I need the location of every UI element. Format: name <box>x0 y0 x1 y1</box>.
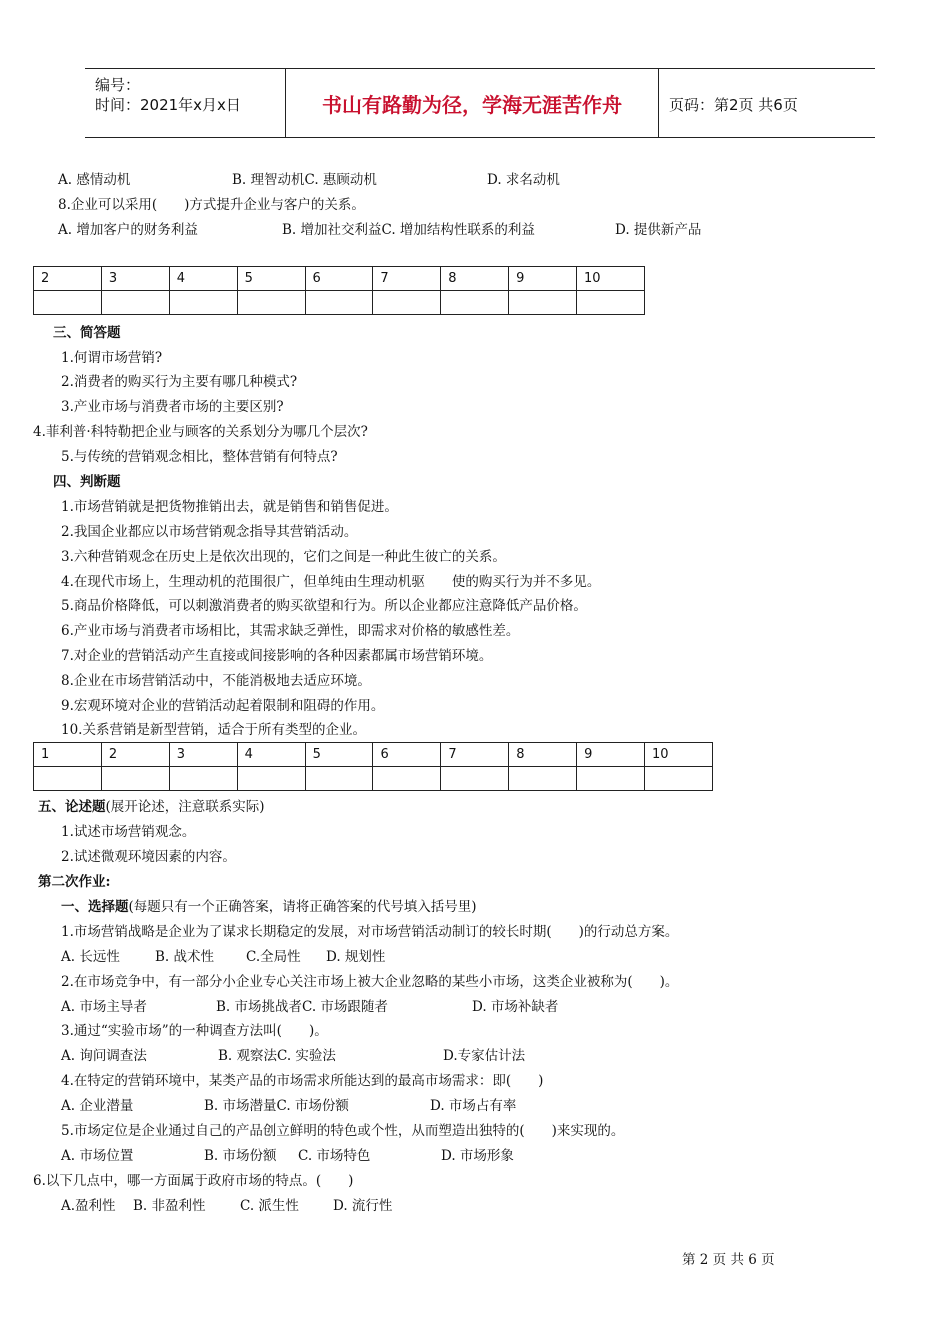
answer-grid-header-row <box>34 267 645 291</box>
answer-grid-cell <box>577 767 645 791</box>
answer-grid-cell <box>101 767 169 791</box>
question-text: 5.与传统的营销观念相比，整体营销有何特点? <box>61 449 338 465</box>
page-header <box>85 68 875 138</box>
answer-grid-number: 9 <box>577 743 645 767</box>
option-text: D. 求名动机 <box>487 172 560 188</box>
question-text: 2.消费者的购买行为主要有哪几种模式? <box>61 374 298 390</box>
question-text: 8.企业可以采用( )方式提升企业与客户的关系。 <box>58 197 365 213</box>
answer-grid-cell <box>441 291 509 315</box>
section-heading: 五、论述题 <box>38 799 106 815</box>
answer-grid-number: 6 <box>305 267 373 291</box>
answer-grid-blank-row <box>34 767 713 791</box>
option-text: D. 市场占有率 <box>430 1098 517 1114</box>
section-heading: 四、判断题 <box>53 474 121 490</box>
option-text: A. 感情动机 <box>58 172 131 188</box>
answer-grid-number: 5 <box>305 743 373 767</box>
answer-grid-number: 5 <box>237 267 305 291</box>
answer-grid-cell <box>441 767 509 791</box>
option-text: C.全局性 <box>246 949 301 965</box>
answer-grid-cell <box>509 767 577 791</box>
option-text: A. 市场主导者 <box>61 999 147 1015</box>
answer-grid-cell <box>645 767 713 791</box>
answer-grid-cell <box>577 291 645 315</box>
question-text: 1.试述市场营销观念。 <box>61 824 196 840</box>
statement-text: 9.宏观环境对企业的营销活动起着限制和阻碍的作用。 <box>61 698 385 714</box>
answer-grid-cell <box>34 291 102 315</box>
option-text: A. 市场位置 <box>61 1148 134 1164</box>
question-text: 3.通过“实验市场”的一种调查方法叫( )。 <box>61 1023 328 1039</box>
option-text: D. 规划性 <box>326 949 386 965</box>
option-text: B. 战术性 <box>155 949 215 965</box>
answer-grid-number: 9 <box>509 267 577 291</box>
section-note: (展开论述，注意联系实际) <box>105 799 265 815</box>
assignment-heading: 第二次作业: <box>38 874 111 890</box>
question-text: 5.市场定位是企业通过自己的产品创立鲜明的特色或个性，从而塑造出独特的( )来实现的。 <box>61 1123 625 1139</box>
option-text: B. 市场挑战者C. 市场跟随者 <box>216 999 388 1015</box>
answer-grid-number: 1 <box>34 743 102 767</box>
header-page-cell <box>659 69 875 137</box>
answer-grid-number: 7 <box>373 267 441 291</box>
answer-grid-number: 10 <box>645 743 713 767</box>
answer-grid-cell <box>169 767 237 791</box>
section-heading: 三、简答题 <box>53 325 121 341</box>
statement-text: 4.在现代市场上，生理动机的范围很广，但单纯由生理动机驱 使的购买行为并不多见。 <box>61 574 601 590</box>
answer-grid-1 <box>33 266 645 315</box>
option-text: D. 市场形象 <box>441 1148 514 1164</box>
answer-grid-number: 2 <box>101 743 169 767</box>
question-text: 4.在特定的营销环境中，某类产品的市场需求所能达到的最高市场需求：即( ) <box>61 1073 544 1089</box>
option-text: D. 流行性 <box>333 1198 393 1214</box>
option-text: B. 增加社交利益C. 增加结构性联系的利益 <box>282 222 535 238</box>
question-text: 6.以下几点中，哪一方面属于政府市场的特点。( ) <box>33 1173 354 1189</box>
answer-grid-2 <box>33 742 713 791</box>
answer-grid-number: 6 <box>373 743 441 767</box>
option-text: D.专家估计法 <box>443 1048 526 1064</box>
option-text: A. 企业潜量 <box>61 1098 134 1114</box>
question-text: 3.产业市场与消费者市场的主要区别? <box>61 399 284 415</box>
section-heading: 一、选择题 <box>61 899 129 915</box>
option-text: D. 提供新产品 <box>615 222 702 238</box>
answer-grid-cell <box>237 767 305 791</box>
answer-grid-cell <box>34 767 102 791</box>
option-text: D. 市场补缺者 <box>472 999 559 1015</box>
answer-grid-header-row <box>34 743 713 767</box>
motto-text: 书山有路勤为径，学海无涯苦作舟 <box>322 93 622 117</box>
question-text: 1.市场营销战略是企业为了谋求长期稳定的发展，对市场营销活动制订的较长时期( )的行动总方案。 <box>61 924 679 940</box>
header-meta-cell <box>85 69 286 137</box>
question-text: 4.菲利普·科特勒把企业与顾客的关系划分为哪几个层次? <box>33 424 368 440</box>
statement-text: 7.对企业的营销活动产生直接或间接影响的各种因素都属市场营销环境。 <box>61 648 493 664</box>
question-text: 2.在市场竞争中，有一部分小企业专心关注市场上被大企业忽略的某些小市场，这类企业被称为( )。 <box>61 974 679 990</box>
answer-grid-cell <box>373 291 441 315</box>
statement-text: 8.企业在市场营销活动中，不能消极地去适应环境。 <box>61 673 371 689</box>
answer-grid-number: 8 <box>509 743 577 767</box>
document-number-label: 编号： <box>95 76 141 94</box>
question-text: 1.何谓市场营销? <box>61 350 163 366</box>
option-text: A. 增加客户的财务利益 <box>58 222 198 238</box>
statement-text: 2.我国企业都应以市场营销观念指导其营销活动。 <box>61 524 358 540</box>
section-heading-line <box>61 898 477 916</box>
answer-grid-number: 4 <box>169 267 237 291</box>
question-text: 2.试述微观环境因素的内容。 <box>61 849 236 865</box>
answer-grid-number: 8 <box>441 267 509 291</box>
answer-grid-number: 7 <box>441 743 509 767</box>
option-text: B. 理智动机C. 惠顾动机 <box>232 172 377 188</box>
document-date: 时间：2021年x月x日 <box>95 96 241 114</box>
option-text: A. 询问调查法 <box>61 1048 147 1064</box>
answer-grid-number: 4 <box>237 743 305 767</box>
option-text: A.盈利性 <box>61 1198 116 1214</box>
option-text: B. 观察法C. 实验法 <box>218 1048 336 1064</box>
section-heading-line <box>38 798 265 816</box>
answer-grid-cell <box>237 291 305 315</box>
answer-grid-cell <box>169 291 237 315</box>
section-note: (每题只有一个正确答案，请将正确答案的代号填入括号里) <box>128 899 477 915</box>
statement-text: 10.关系营销是新型营销，适合于所有类型的企业。 <box>61 722 366 738</box>
option-text: B. 市场份额 <box>204 1148 277 1164</box>
answer-grid-number: 3 <box>101 267 169 291</box>
page-footer: 第 2 页 共 6 页 <box>682 1252 775 1268</box>
answer-grid-number: 3 <box>169 743 237 767</box>
answer-grid-number: 10 <box>577 267 645 291</box>
answer-grid-cell <box>305 291 373 315</box>
statement-text: 5.商品价格降低，可以刺激消费者的购买欲望和行为。所以企业都应注意降低产品价格。 <box>61 598 587 614</box>
option-text: B. 市场潜量C. 市场份额 <box>204 1098 349 1114</box>
statement-text: 3.六种营销观念在历史上是依次出现的，它们之间是一种此生彼亡的关系。 <box>61 549 506 565</box>
answer-grid-cell <box>101 291 169 315</box>
answer-grid-cell <box>305 767 373 791</box>
answer-grid-blank-row <box>34 291 645 315</box>
statement-text: 1.市场营销就是把货物推销出去，就是销售和销售促进。 <box>61 499 398 515</box>
answer-grid-cell <box>373 767 441 791</box>
answer-grid-cell <box>509 291 577 315</box>
header-motto-cell <box>286 69 659 137</box>
option-text: B. 非盈利性 <box>133 1198 206 1214</box>
option-text: A. 长远性 <box>61 949 120 965</box>
option-text: C. 派生性 <box>240 1198 299 1214</box>
option-text: C. 市场特色 <box>298 1148 371 1164</box>
statement-text: 6.产业市场与消费者市场相比，其需求缺乏弹性，即需求对价格的敏感性差。 <box>61 623 520 639</box>
answer-grid-number: 2 <box>34 267 102 291</box>
header-page-number: 页码：第2页 共6页 <box>669 96 798 114</box>
